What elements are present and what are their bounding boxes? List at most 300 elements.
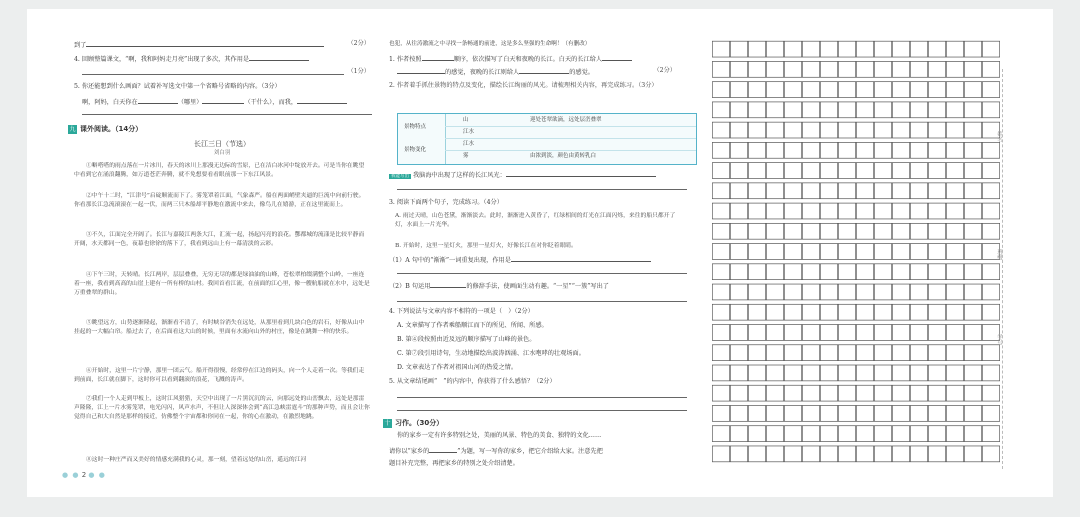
grid-cell[interactable] xyxy=(838,426,855,442)
grid-cell[interactable] xyxy=(820,82,837,98)
grid-cell[interactable] xyxy=(820,223,837,239)
grid-cell[interactable] xyxy=(928,183,945,199)
grid-cell[interactable] xyxy=(784,446,801,462)
grid-cell[interactable] xyxy=(766,163,783,179)
grid-cell[interactable] xyxy=(964,446,981,462)
grid-cell[interactable] xyxy=(730,345,747,361)
grid-cell[interactable] xyxy=(802,385,819,401)
grid-cell[interactable] xyxy=(910,41,927,57)
answer-line[interactable] xyxy=(82,74,344,75)
grid-cell[interactable] xyxy=(802,223,819,239)
grid-cell[interactable] xyxy=(946,426,963,442)
grid-cell[interactable] xyxy=(928,304,945,320)
grid-cell[interactable] xyxy=(748,365,765,381)
grid-cell[interactable] xyxy=(982,284,999,300)
grid-cell[interactable] xyxy=(766,385,783,401)
grid-cell[interactable] xyxy=(964,325,981,341)
grid-cell[interactable] xyxy=(820,244,837,260)
grid-cell[interactable] xyxy=(946,345,963,361)
answer-line[interactable] xyxy=(397,67,445,74)
grid-cell[interactable] xyxy=(892,122,909,138)
grid-cell[interactable] xyxy=(730,203,747,219)
option-a[interactable]: A. 文章描写了作者乘船顺江而下的所见、所闻、所感。 xyxy=(397,322,548,329)
grid-cell[interactable] xyxy=(748,142,765,158)
grid-cell[interactable] xyxy=(748,163,765,179)
grid-cell[interactable] xyxy=(856,426,873,442)
grid-cell[interactable] xyxy=(748,325,765,341)
grid-cell[interactable] xyxy=(982,82,999,98)
grid-cell[interactable] xyxy=(928,163,945,179)
grid-cell[interactable] xyxy=(712,345,729,361)
grid-cell[interactable] xyxy=(730,365,747,381)
grid-cell[interactable] xyxy=(856,244,873,260)
grid-cell[interactable] xyxy=(730,264,747,280)
grid-cell[interactable] xyxy=(748,304,765,320)
grid-cell[interactable] xyxy=(946,163,963,179)
grid-cell[interactable] xyxy=(784,82,801,98)
option-c[interactable]: C. 第⑦段引用诗句，生动地描绘出波涛汹涌、江水咆哮的壮观场面。 xyxy=(397,350,585,357)
grid-cell[interactable] xyxy=(892,142,909,158)
answer-line[interactable] xyxy=(202,97,244,104)
grid-cell[interactable] xyxy=(892,325,909,341)
grid-cell[interactable] xyxy=(910,122,927,138)
grid-cell[interactable] xyxy=(910,365,927,381)
grid-cell[interactable] xyxy=(892,385,909,401)
grid-cell[interactable] xyxy=(730,163,747,179)
grid-cell[interactable] xyxy=(766,304,783,320)
grid-cell[interactable] xyxy=(820,102,837,118)
grid-cell[interactable] xyxy=(928,345,945,361)
grid-cell[interactable] xyxy=(820,325,837,341)
grid-cell[interactable] xyxy=(730,446,747,462)
grid-cell[interactable] xyxy=(730,61,747,77)
grid-cell[interactable] xyxy=(964,405,981,421)
grid-cell[interactable] xyxy=(928,223,945,239)
grid-cell[interactable] xyxy=(820,426,837,442)
grid-cell[interactable] xyxy=(892,365,909,381)
answer-line[interactable] xyxy=(249,54,309,61)
grid-cell[interactable] xyxy=(730,426,747,442)
grid-cell[interactable] xyxy=(982,365,999,381)
grid-cell[interactable] xyxy=(856,61,873,77)
grid-cell[interactable] xyxy=(874,304,891,320)
grid-cell[interactable] xyxy=(964,82,981,98)
grid-cell[interactable] xyxy=(856,304,873,320)
grid-cell[interactable] xyxy=(946,284,963,300)
grid-cell[interactable] xyxy=(892,41,909,57)
grid-cell[interactable] xyxy=(820,385,837,401)
grid-cell[interactable] xyxy=(910,426,927,442)
grid-cell[interactable] xyxy=(982,102,999,118)
grid-cell[interactable] xyxy=(730,304,747,320)
grid-cell[interactable] xyxy=(874,385,891,401)
answer-line[interactable] xyxy=(511,255,651,262)
grid-cell[interactable] xyxy=(802,61,819,77)
grid-cell[interactable] xyxy=(730,284,747,300)
grid-cell[interactable] xyxy=(964,163,981,179)
grid-cell[interactable] xyxy=(748,345,765,361)
grid-cell[interactable] xyxy=(874,183,891,199)
grid-cell[interactable] xyxy=(982,183,999,199)
grid-cell[interactable] xyxy=(748,264,765,280)
grid-cell[interactable] xyxy=(748,284,765,300)
grid-cell[interactable] xyxy=(748,203,765,219)
grid-cell[interactable] xyxy=(982,345,999,361)
grid-cell[interactable] xyxy=(838,61,855,77)
grid-cell[interactable] xyxy=(910,61,927,77)
grid-cell[interactable] xyxy=(712,365,729,381)
grid-cell[interactable] xyxy=(856,345,873,361)
grid-cell[interactable] xyxy=(802,41,819,57)
grid-cell[interactable] xyxy=(766,61,783,77)
answer-line[interactable] xyxy=(397,273,687,274)
grid-cell[interactable] xyxy=(838,203,855,219)
grid-cell[interactable] xyxy=(748,122,765,138)
grid-cell[interactable] xyxy=(838,41,855,57)
grid-cell[interactable] xyxy=(874,102,891,118)
grid-cell[interactable] xyxy=(748,41,765,57)
grid-cell[interactable] xyxy=(928,284,945,300)
grid-cell[interactable] xyxy=(712,385,729,401)
grid-cell[interactable] xyxy=(784,122,801,138)
grid-cell[interactable] xyxy=(802,345,819,361)
grid-cell[interactable] xyxy=(982,304,999,320)
grid-cell[interactable] xyxy=(730,102,747,118)
grid-cell[interactable] xyxy=(910,203,927,219)
grid-cell[interactable] xyxy=(784,244,801,260)
grid-cell[interactable] xyxy=(712,82,729,98)
grid-cell[interactable] xyxy=(946,304,963,320)
grid-cell[interactable] xyxy=(766,365,783,381)
grid-cell[interactable] xyxy=(730,122,747,138)
grid-cell[interactable] xyxy=(928,122,945,138)
grid-cell[interactable] xyxy=(802,325,819,341)
grid-cell[interactable] xyxy=(856,102,873,118)
grid-cell[interactable] xyxy=(910,163,927,179)
option-b[interactable]: B. 第④段按照由近及远的顺序描写了山峰的景色。 xyxy=(397,336,536,343)
grid-cell[interactable] xyxy=(820,61,837,77)
grid-cell[interactable] xyxy=(946,61,963,77)
grid-cell[interactable] xyxy=(766,82,783,98)
grid-cell[interactable] xyxy=(712,41,729,57)
grid-cell[interactable] xyxy=(910,385,927,401)
grid-cell[interactable] xyxy=(946,183,963,199)
grid-cell[interactable] xyxy=(730,244,747,260)
grid-cell[interactable] xyxy=(784,183,801,199)
grid-cell[interactable] xyxy=(838,325,855,341)
grid-cell[interactable] xyxy=(838,264,855,280)
grid-cell[interactable] xyxy=(874,426,891,442)
grid-cell[interactable] xyxy=(712,304,729,320)
grid-cell[interactable] xyxy=(964,365,981,381)
grid-cell[interactable] xyxy=(928,405,945,421)
grid-cell[interactable] xyxy=(838,102,855,118)
grid-cell[interactable] xyxy=(982,264,999,280)
grid-cell[interactable] xyxy=(856,41,873,57)
grid-cell[interactable] xyxy=(802,446,819,462)
grid-cell[interactable] xyxy=(712,244,729,260)
grid-cell[interactable] xyxy=(748,183,765,199)
grid-cell[interactable] xyxy=(892,304,909,320)
grid-cell[interactable] xyxy=(712,122,729,138)
grid-cell[interactable] xyxy=(928,41,945,57)
grid-cell[interactable] xyxy=(802,122,819,138)
grid-cell[interactable] xyxy=(802,365,819,381)
grid-cell[interactable] xyxy=(838,122,855,138)
grid-cell[interactable] xyxy=(748,244,765,260)
grid-cell[interactable] xyxy=(784,142,801,158)
grid-cell[interactable] xyxy=(712,223,729,239)
grid-cell[interactable] xyxy=(766,223,783,239)
grid-cell[interactable] xyxy=(820,183,837,199)
grid-cell[interactable] xyxy=(964,345,981,361)
grid-cell[interactable] xyxy=(748,102,765,118)
grid-cell[interactable] xyxy=(856,385,873,401)
grid-cell[interactable] xyxy=(712,163,729,179)
grid-cell[interactable] xyxy=(766,345,783,361)
grid-cell[interactable] xyxy=(784,264,801,280)
grid-cell[interactable] xyxy=(892,183,909,199)
answer-line[interactable] xyxy=(519,67,569,74)
grid-cell[interactable] xyxy=(856,446,873,462)
grid-cell[interactable] xyxy=(856,264,873,280)
grid-cell[interactable] xyxy=(928,61,945,77)
grid-cell[interactable] xyxy=(802,264,819,280)
grid-cell[interactable] xyxy=(946,244,963,260)
grid-cell[interactable] xyxy=(964,41,981,57)
grid-cell[interactable] xyxy=(838,223,855,239)
grid-cell[interactable] xyxy=(802,183,819,199)
grid-cell[interactable] xyxy=(712,446,729,462)
grid-cell[interactable] xyxy=(748,405,765,421)
grid-cell[interactable] xyxy=(802,163,819,179)
grid-cell[interactable] xyxy=(874,223,891,239)
grid-cell[interactable] xyxy=(766,284,783,300)
grid-cell[interactable] xyxy=(946,142,963,158)
grid-cell[interactable] xyxy=(766,183,783,199)
grid-cell[interactable] xyxy=(982,446,999,462)
grid-cell[interactable] xyxy=(874,244,891,260)
grid-cell[interactable] xyxy=(964,223,981,239)
grid-cell[interactable] xyxy=(982,163,999,179)
grid-cell[interactable] xyxy=(712,142,729,158)
grid-cell[interactable] xyxy=(982,203,999,219)
grid-cell[interactable] xyxy=(928,142,945,158)
grid-cell[interactable] xyxy=(730,325,747,341)
grid-cell[interactable] xyxy=(712,405,729,421)
grid-cell[interactable] xyxy=(856,284,873,300)
grid-cell[interactable] xyxy=(946,223,963,239)
grid-cell[interactable] xyxy=(856,82,873,98)
grid-cell[interactable] xyxy=(910,142,927,158)
option-d[interactable]: D. 文章表达了作者对祖国山河的热爱之情。 xyxy=(397,364,518,371)
grid-cell[interactable] xyxy=(910,405,927,421)
grid-cell[interactable] xyxy=(874,61,891,77)
grid-cell[interactable] xyxy=(982,405,999,421)
grid-cell[interactable] xyxy=(892,102,909,118)
grid-cell[interactable] xyxy=(802,82,819,98)
grid-cell[interactable] xyxy=(820,405,837,421)
grid-cell[interactable] xyxy=(910,446,927,462)
grid-cell[interactable] xyxy=(928,385,945,401)
grid-cell[interactable] xyxy=(766,426,783,442)
grid-cell[interactable] xyxy=(712,426,729,442)
grid-cell[interactable] xyxy=(856,365,873,381)
grid-cell[interactable] xyxy=(874,284,891,300)
grid-cell[interactable] xyxy=(820,203,837,219)
grid-cell[interactable] xyxy=(748,223,765,239)
grid-cell[interactable] xyxy=(784,385,801,401)
grid-cell[interactable] xyxy=(712,61,729,77)
grid-cell[interactable] xyxy=(820,41,837,57)
grid-cell[interactable] xyxy=(784,325,801,341)
grid-cell[interactable] xyxy=(946,325,963,341)
grid-cell[interactable] xyxy=(910,284,927,300)
grid-cell[interactable] xyxy=(730,405,747,421)
grid-cell[interactable] xyxy=(838,345,855,361)
grid-cell[interactable] xyxy=(784,405,801,421)
grid-cell[interactable] xyxy=(946,385,963,401)
grid-cell[interactable] xyxy=(856,325,873,341)
grid-cell[interactable] xyxy=(802,244,819,260)
grid-cell[interactable] xyxy=(802,102,819,118)
grid-cell[interactable] xyxy=(910,82,927,98)
grid-cell[interactable] xyxy=(856,142,873,158)
grid-cell[interactable] xyxy=(892,405,909,421)
grid-cell[interactable] xyxy=(946,365,963,381)
grid-cell[interactable] xyxy=(784,284,801,300)
grid-cell[interactable] xyxy=(946,122,963,138)
grid-cell[interactable] xyxy=(946,405,963,421)
grid-cell[interactable] xyxy=(766,142,783,158)
essay-title-blank[interactable] xyxy=(429,446,457,453)
grid-cell[interactable] xyxy=(766,325,783,341)
grid-cell[interactable] xyxy=(838,142,855,158)
grid-cell[interactable] xyxy=(982,41,999,57)
grid-cell[interactable] xyxy=(928,82,945,98)
grid-cell[interactable] xyxy=(838,82,855,98)
grid-cell[interactable] xyxy=(802,142,819,158)
grid-cell[interactable] xyxy=(838,304,855,320)
grid-cell[interactable] xyxy=(910,345,927,361)
grid-cell[interactable] xyxy=(784,102,801,118)
grid-cell[interactable] xyxy=(784,365,801,381)
grid-cell[interactable] xyxy=(964,122,981,138)
grid-cell[interactable] xyxy=(784,41,801,57)
grid-cell[interactable] xyxy=(964,284,981,300)
grid-cell[interactable] xyxy=(946,41,963,57)
grid-cell[interactable] xyxy=(820,365,837,381)
grid-cell[interactable] xyxy=(820,284,837,300)
grid-cell[interactable] xyxy=(730,385,747,401)
answer-line[interactable] xyxy=(397,397,687,398)
grid-cell[interactable] xyxy=(892,345,909,361)
grid-cell[interactable] xyxy=(802,304,819,320)
grid-cell[interactable] xyxy=(964,203,981,219)
answer-line[interactable] xyxy=(86,40,324,47)
grid-cell[interactable] xyxy=(892,264,909,280)
grid-cell[interactable] xyxy=(766,102,783,118)
grid-cell[interactable] xyxy=(964,426,981,442)
grid-cell[interactable] xyxy=(892,163,909,179)
grid-cell[interactable] xyxy=(964,142,981,158)
grid-cell[interactable] xyxy=(946,264,963,280)
grid-cell[interactable] xyxy=(964,264,981,280)
grid-cell[interactable] xyxy=(928,325,945,341)
grid-cell[interactable] xyxy=(874,365,891,381)
grid-cell[interactable] xyxy=(784,426,801,442)
grid-cell[interactable] xyxy=(802,203,819,219)
grid-cell[interactable] xyxy=(730,82,747,98)
grid-cell[interactable] xyxy=(874,122,891,138)
grid-cell[interactable] xyxy=(928,446,945,462)
grid-cell[interactable] xyxy=(784,163,801,179)
grid-cell[interactable] xyxy=(982,385,999,401)
grid-cell[interactable] xyxy=(946,102,963,118)
grid-cell[interactable] xyxy=(730,223,747,239)
grid-cell[interactable] xyxy=(802,426,819,442)
answer-line[interactable] xyxy=(506,170,656,177)
grid-cell[interactable] xyxy=(838,183,855,199)
grid-cell[interactable] xyxy=(802,405,819,421)
grid-cell[interactable] xyxy=(838,385,855,401)
grid-cell[interactable] xyxy=(874,345,891,361)
grid-cell[interactable] xyxy=(946,82,963,98)
grid-cell[interactable] xyxy=(928,244,945,260)
grid-cell[interactable] xyxy=(910,183,927,199)
grid-cell[interactable] xyxy=(874,41,891,57)
grid-cell[interactable] xyxy=(838,244,855,260)
grid-cell[interactable] xyxy=(820,304,837,320)
grid-cell[interactable] xyxy=(928,426,945,442)
answer-line[interactable] xyxy=(422,54,454,61)
grid-cell[interactable] xyxy=(874,264,891,280)
grid-cell[interactable] xyxy=(748,426,765,442)
grid-cell[interactable] xyxy=(802,284,819,300)
grid-cell[interactable] xyxy=(910,244,927,260)
grid-cell[interactable] xyxy=(784,345,801,361)
grid-cell[interactable] xyxy=(982,61,999,77)
grid-cell[interactable] xyxy=(892,244,909,260)
answer-line[interactable] xyxy=(430,281,466,288)
grid-cell[interactable] xyxy=(964,102,981,118)
grid-cell[interactable] xyxy=(910,264,927,280)
grid-cell[interactable] xyxy=(892,223,909,239)
answer-line[interactable] xyxy=(397,410,687,411)
grid-cell[interactable] xyxy=(766,203,783,219)
answer-line[interactable] xyxy=(397,301,687,302)
grid-cell[interactable] xyxy=(856,163,873,179)
grid-cell[interactable] xyxy=(964,244,981,260)
grid-cell[interactable] xyxy=(730,142,747,158)
grid-cell[interactable] xyxy=(928,102,945,118)
grid-cell[interactable] xyxy=(838,405,855,421)
answer-line[interactable] xyxy=(602,54,632,61)
grid-cell[interactable] xyxy=(730,183,747,199)
grid-cell[interactable] xyxy=(910,304,927,320)
grid-cell[interactable] xyxy=(982,426,999,442)
grid-cell[interactable] xyxy=(766,405,783,421)
grid-cell[interactable] xyxy=(784,304,801,320)
grid-cell[interactable] xyxy=(856,183,873,199)
grid-cell[interactable] xyxy=(892,203,909,219)
grid-cell[interactable] xyxy=(928,365,945,381)
grid-cell[interactable] xyxy=(784,203,801,219)
grid-cell[interactable] xyxy=(820,264,837,280)
grid-cell[interactable] xyxy=(712,284,729,300)
grid-cell[interactable] xyxy=(892,82,909,98)
grid-cell[interactable] xyxy=(874,163,891,179)
